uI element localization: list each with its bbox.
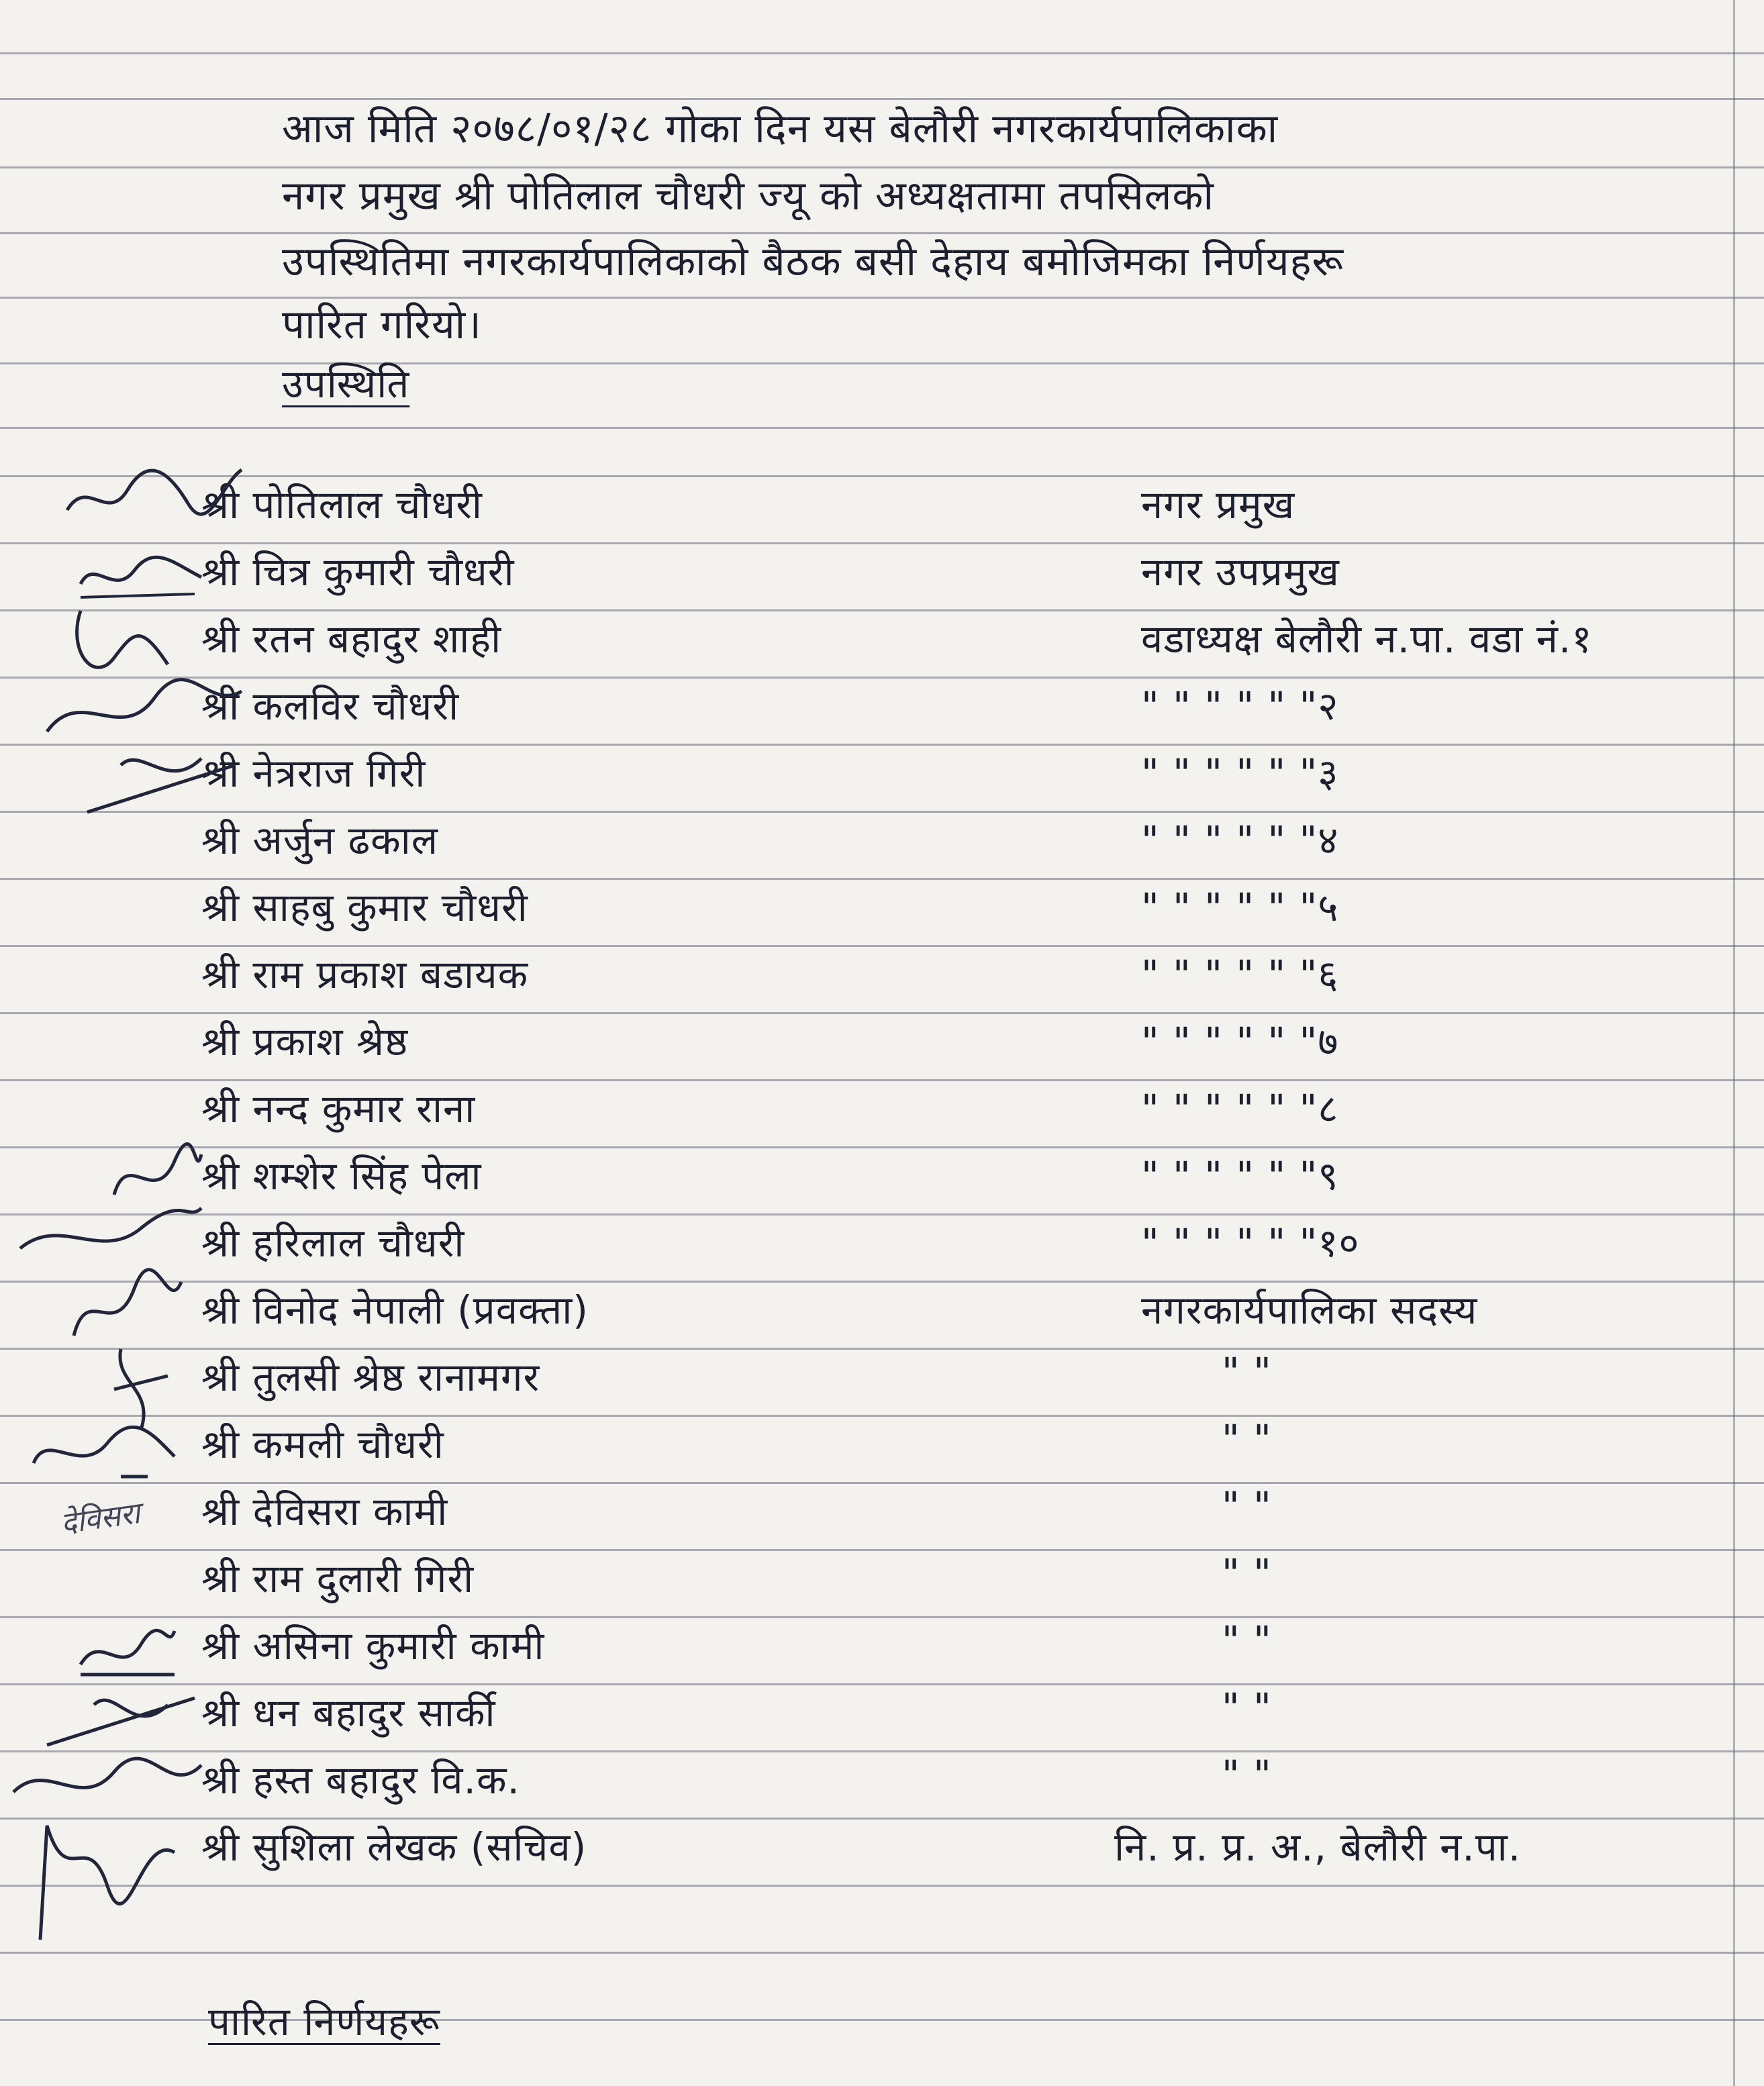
attendee-role: " " " " " "५ [1141, 885, 1339, 930]
ruled-line [0, 52, 1764, 54]
attendee-role: नि. प्र. प्र. अ., बेलौरी न.पा. [1114, 1824, 1522, 1870]
signature-mark [7, 1752, 208, 1819]
attendee-name: श्री राम दुलारी गिरी [201, 1556, 475, 1601]
attendee-role: " " " " " "८ [1141, 1086, 1339, 1132]
attendee-role: " " " " " "७ [1141, 1019, 1339, 1064]
attendee-role: " " [1222, 1550, 1272, 1596]
attendee-name: श्री देविसरा कामी [201, 1489, 448, 1534]
attendee-role: " " " " " "४ [1141, 817, 1339, 863]
intro-line: आज मिति २०७८/०१/२८ गोका दिन यस बेलौरी नगरकार्यपालिकाका [282, 105, 1279, 152]
attendee-role: " " [1222, 1618, 1272, 1663]
attendee-role: नगरकार्यपालिका सदस्य [1141, 1287, 1478, 1333]
attendee-role: " " " " " "६ [1141, 952, 1339, 997]
ruled-line [0, 1952, 1764, 1954]
attendance-heading: उपस्थिति [282, 361, 410, 407]
attendee-name: श्री रतन बहादुर शाही [201, 616, 502, 662]
attendee-name: श्री हस्त बहादुर वि.क. [201, 1757, 520, 1803]
attendee-role: " " " " " "२ [1141, 683, 1339, 729]
ruled-line [0, 427, 1764, 429]
attendee-name: श्री असिना कुमारी कामी [201, 1623, 545, 1669]
attendee-name: श्री कलविर चौधरी [201, 683, 460, 729]
attendee-name: श्री प्रकाश श्रेष्ठ [201, 1019, 409, 1064]
attendee-role: " " [1222, 1483, 1272, 1529]
signature-mark [13, 1201, 208, 1269]
attendee-name: श्री पोतिलाल चौधरी [201, 482, 483, 528]
attendee-name: श्री कमली चौधरी [201, 1422, 444, 1467]
signature-mark [74, 544, 208, 604]
signature-mark [27, 1812, 181, 1946]
signature-mark [74, 1618, 181, 1685]
attendee-name: श्री राम प्रकाश बडायक [201, 952, 529, 997]
ruled-line [0, 297, 1764, 299]
intro-line: पारित गरियो। [282, 301, 482, 348]
attendee-name: श्री हरिलाल चौधरी [201, 1220, 465, 1266]
attendee-role: नगर प्रमुख [1141, 482, 1295, 528]
attendee-name: श्री चित्र कुमारी चौधरी [201, 549, 515, 595]
signature-devisara: देविसरा [58, 1495, 142, 1541]
signature-mark [81, 738, 242, 826]
attendee-role: " " [1222, 1416, 1272, 1462]
attendee-name: श्री अर्जुन ढकाल [201, 817, 439, 863]
attendee-role: " " " " " "१० [1141, 1220, 1360, 1266]
attendee-name: श्री नेत्रराज गिरी [201, 750, 426, 796]
attendee-role: " " " " " "९ [1141, 1153, 1339, 1199]
intro-line: उपस्थितिमा नगरकार्यपालिकाको बैठक बसी देहाय बमोजिमका निर्णयहरू [282, 238, 1344, 285]
signature-mark [54, 1262, 188, 1349]
signature-mark [40, 1678, 201, 1758]
ruled-line [0, 1885, 1764, 1887]
margin-line [1733, 0, 1735, 2086]
attendee-name: श्री सुशिला लेखक (सचिव) [201, 1824, 587, 1870]
attendee-name: श्री नन्द कुमार राना [201, 1086, 476, 1132]
intro-line: नगर प्रमुख श्री पोतिलाल चौधरी ज्यू को अध्यक्षतामा तपसिलको [282, 172, 1214, 219]
attendee-name: श्री शम्शेर सिंह पेला [201, 1153, 482, 1199]
attendee-name: श्री विनोद नेपाली (प्रवक्ता) [201, 1287, 589, 1333]
attendee-role: " " [1222, 1349, 1272, 1395]
attendee-role: " " [1222, 1685, 1272, 1730]
decisions-heading: पारित निर्णयहरू [208, 1999, 440, 2044]
ruled-line [0, 362, 1764, 364]
attendee-name: श्री धन बहादुर सार्की [201, 1690, 496, 1736]
attendee-role: " " [1222, 1752, 1272, 1797]
attendee-role: वडाध्यक्ष बेलौरी न.पा. वडा नं.१ [1141, 616, 1593, 662]
signature-mark [60, 456, 248, 530]
signature-mark [20, 1416, 181, 1490]
attendee-name: श्री साहबु कुमार चौधरी [201, 885, 528, 930]
attendee-name: श्री तुलसी श्रेष्ठ रानामगर [201, 1354, 540, 1400]
attendee-role: नगर उपप्रमुख [1141, 549, 1340, 595]
attendee-role: " " " " " "३ [1141, 750, 1339, 796]
